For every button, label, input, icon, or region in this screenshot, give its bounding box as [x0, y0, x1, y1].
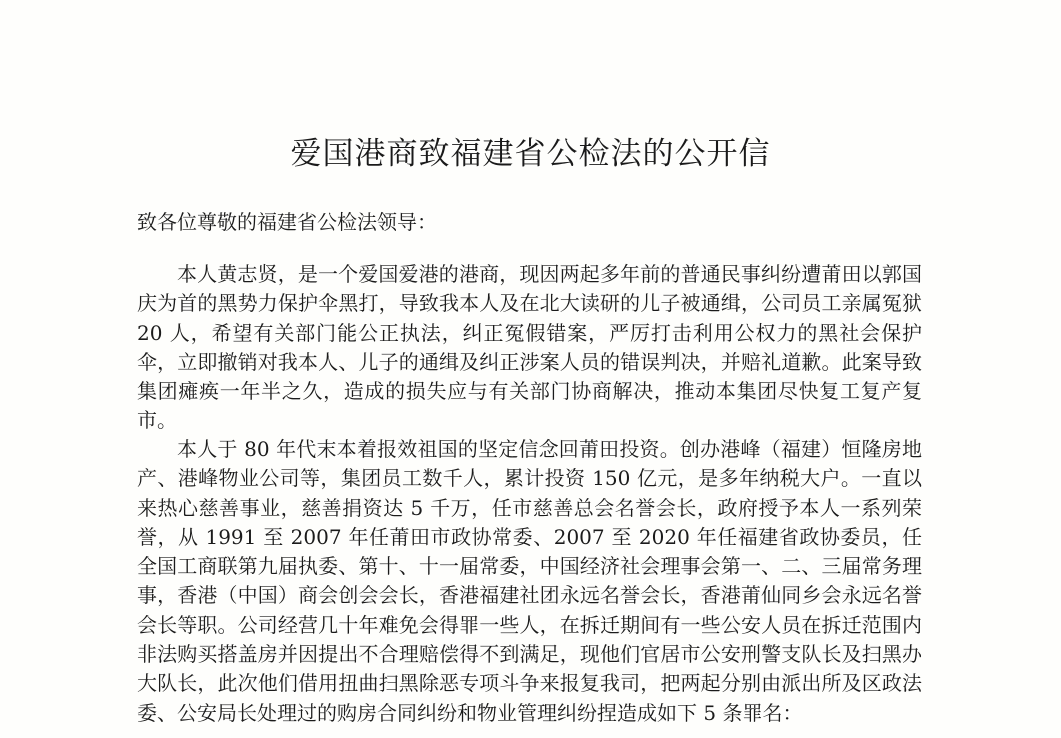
letter-title: 爱国港商致福建省公检法的公开信 [290, 136, 771, 172]
paragraph-2: 本人于 80 年代末本着报效祖国的坚定信念回莆田投资。创办港峰（福建）恒隆房地产、港峰物业公司等，集团员工数千人，累计投资 150 亿元，是多年纳税大户。一直以来热心慈善事业，慈善捐资达 5 千万，任市慈善总会名誉会长，政府授予本人一系列荣誉，从 1991 至 2007 年任莆田市政协常委、2007 至 2020 年任福建省政协委员，任全国工商联第九届执委、第十、十一届常委，中国经济社会理事会第一、二、三届常务理事，香港（中国）商会创会会长，香港福建社团永远名誉会长，香港莆仙同乡会永远名誉会长等职。公司经营几十年难免会得罪一些人，在拆迁期间有一些公安人员在拆迁范围内非法购买搭盖房并因提出不合理赔偿得不到满足，现他们官居市公安刑警支队长及扫黑办大队长，此次他们借用扭曲扫黑除恶专项斗争来报复我司，把两起分别由派出所及区政法委、公安局长处理过的购房合同纠纷和物业管理纠纷捏造成如下 5 条罪名： [137, 437, 922, 725]
letter-salutation: 致各位尊敬的福建省公检法领导： [137, 210, 437, 234]
paragraph-1: 本人黄志贤，是一个爱国爱港的港商，现因两起多年前的普通民事纠纷遭莆田以郭国庆为首的黑势力保护伞黑打，导致我本人及在北大读研的儿子被通缉，公司员工亲属冤狱 20 人，希望有关部门能公正执法，纠正冤假错案，严厉打击利用公权力的黑社会保护伞，立即撤销对我本人、儿子的通缉及纠正涉案人员的错误判决，并赔礼道歉。此案导致集团瘫痪一年半之久，造成的损失应与有关部门协商解决，推动本集团尽快复工复产复市。 [137, 262, 922, 433]
